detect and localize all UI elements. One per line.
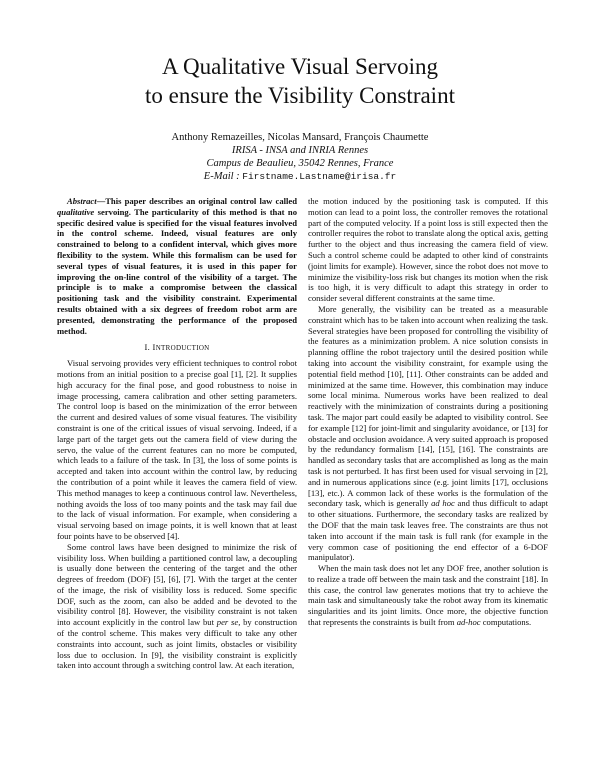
paper-title [0,52,600,110]
title-line-2: to ensure the Visibility Constraint [145,83,455,108]
intro-paragraph-1: Visual servoing provides very efficient techniques to control robot motions from an initial position to a precise goal [1], [2]. It supplies high accuracy for the final pose, and good robustness to noise in image processing, camera calibration and other setting parameters. The control loop is based on the minimization of the error between the current and desired values of some visual features. The visibility constraint is one of the critical issues of visual servoing. Indeed, if a large part of the target gets out the camera field of view during the servo, the value of the current features can no more be computed, which leads to a failure of the task. In [3], the loss of some points is accepted and taken into account within the control law, by reducing the contribution of a point while it leaves the camera field of view. This method manages to keep a continuous control law. Nevertheless, nothing avoids the loss of too many points and the task may fail due to the lack of visual information. For example, when considering a visual servoing based on image points, it is well known that at least four points have to be observed [4]. [57,358,297,541]
author-names: Anthony Remazeilles, Nicolas Mansard, François Chaumette [171,132,429,143]
abstract-qualitative: qualitative [57,206,95,217]
intro-paragraph-3: the motion induced by the positioning task is computed. If this motion can lead to a point loss, the controller removes the rotational part of the computed velocity. If a point loss is still expected then the controller requires the robot to translate along the optical axis, getting further to the object and thus increasing the camera field of view. Such a control scheme could be adapted to other kind of constraints (joint limits for example). However, since the robot does not move to minimize the visibility-loss risk but changes its motion when the risk is too high, it is very difficult to adapt this strategy in order to consider several different constraints at the same time. [308,196,548,304]
abstract [57,196,297,336]
email-address: Firstname.Lastname@irisa.fr [242,171,397,182]
intro-p4-text-a: More generally, the visibility can be treated as a measurable constraint which has to be taken into account when realizing the task. Several strategies have been proposed for controlling the visibility of the features as a minimization problem. A nice solution consists in planning offline the robot trajectory until the desired position while taking into account the visibility constraint, for example using the potential field method [10], [11]. Other constraints can be added and minimized at the same time. However, this combination may induce some local minima. Numerous works have been realized to deal reactively with the minimization of constraints during a positioning task. The major part could easily be adapted to visibility control. See for example [12] for joint-limit and singularity avoidance, or [13] for obstacle and occlusion avoidance. A very suited approach is proposed by the redundancy formalism [14], [15], [16]. The constraints are handled as secondary tasks that are accomplished as long as the main task is not perturbed. It has first been used for visual servoing in [2], and in numerous applications since (e.g. joint limits [17], occlusions [13], etc.). A common lack of these works is the formulation of the secondary task, which is generally [308,303,548,509]
intro-p4-text-b: and thus difficult to adapt to other situations. Furthermore, the secondary tasks are realized by the DOF that the main task leaves free. The constraints are thus not taken into account if the main task is full rank (for example in the very common case of positioning the end effector of a 6-DOF manipulator). [308,498,548,563]
right-column [308,196,548,628]
section-title-initial: I [152,342,156,353]
abstract-text-2: servoing. The particularity of this method is that no specific desired value is specified for the visual features involved in the control scheme. Indeed, visual features are only constrained to belong to a confident interval, which gives more flexibility to the system. While this formalism can be used for several types of visual features, it is used in this paper for improving the on-line control of the visibility of a target. The principle is to make a compromise between the classical positioning task and the visibility constraint. Experimental results obtained with a six degrees of freedom robot arm are presented, demonstrating the performance of the proposed method. [57,206,297,336]
abstract-text-1: This paper describes an original control law called [105,196,297,206]
section-number: I. [144,342,151,353]
intro-p4-emphasis: ad hoc [431,498,455,509]
intro-p2-text-b: , by construction of the control scheme. This makes very difficult to take any other constraints into account, such as joint limits, obstacles or visibility loss due to occlusion. In [9], the visibility constraint is explicitly taken into account through a switching control law. At each iteration, [57,617,297,671]
section-heading-introduction [57,342,297,354]
intro-p2-text-a: Some control laws have been designed to minimize the risk of visibility loss. When building a partitioned control law, a decoupling is usually done between the centering of the target and the other degrees of freedom (DOF) [5], [6], [7]. With the target at the center of the image, the risk of visibility loss is reduced. Some specific DOF, such as the zoom, can also be added and be devoted to the visibility control [8]. However, the visibility constraint is not taken into account explicitly in the control law but [57,541,297,628]
author-block [0,131,600,183]
intro-paragraph-2 [57,542,297,672]
affiliation-institute: IRISA - INSA and INRIA Rennes [231,145,369,156]
intro-paragraph-5 [308,563,548,628]
left-column [57,196,297,671]
section-title-rest: NTRODUCTION [155,344,210,353]
email-line [0,170,600,183]
intro-p2-emphasis: per se [216,617,239,628]
intro-p5-text-a: When the main task does not let any DOF free, another solution is to realize a trade off between the main task and the constraint [18]. In this case, the control law generates motions that try to achieve the main task and simultaneously take the robot away from its kinematic singularities and its joint limits. Once more, the objective function that represents the constraints is built from [308,563,548,628]
abstract-lead: Abstract [67,196,97,206]
intro-p5-text-b: computations. [480,617,532,628]
title-line-1: A Qualitative Visual Servoing [161,54,439,79]
email-label: E-Mail : [203,171,240,182]
intro-p5-emphasis: ad-hoc [456,617,481,628]
affiliation-address: Campus de Beaulieu, 35042 Rennes, France [206,158,394,169]
abstract-dash: — [96,196,106,206]
intro-paragraph-4 [308,304,548,563]
